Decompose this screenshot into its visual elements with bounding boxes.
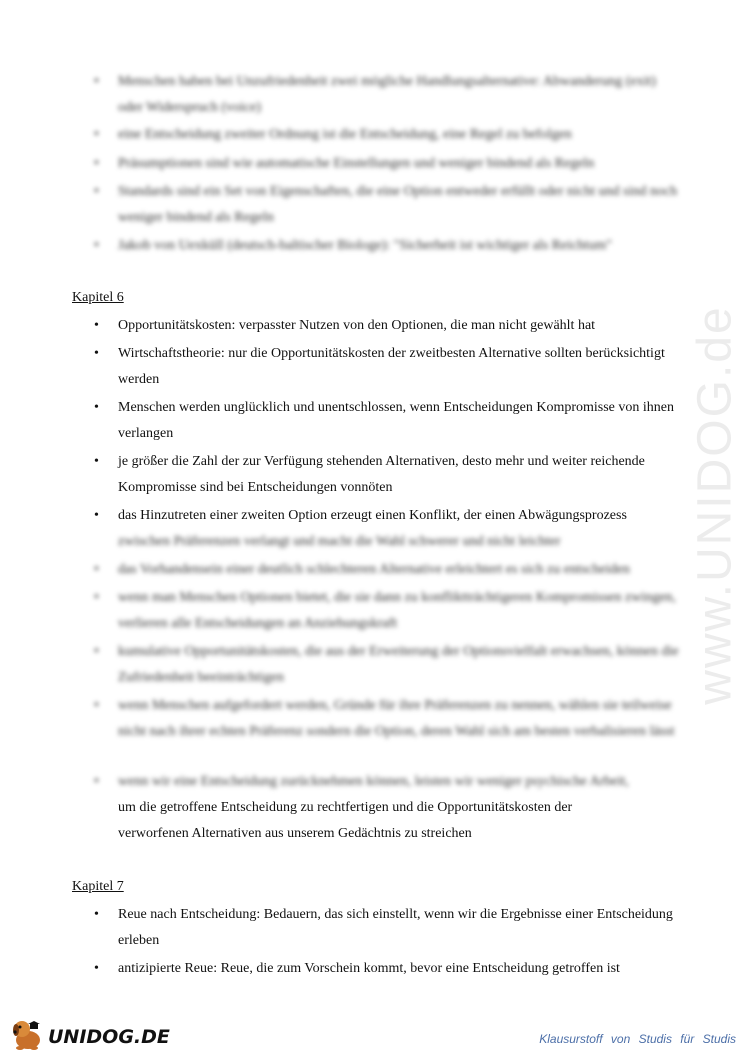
chapter-7-list (94, 902, 684, 982)
dog-icon (8, 1016, 48, 1052)
blurred-list-top (94, 69, 684, 259)
logo-text: UNIDOG.DE (48, 1026, 170, 1048)
watermark: www.UNIDOG.de (688, 305, 742, 705)
chapter-6-heading: Kapitel 6 (72, 290, 124, 305)
list-item: • Jakob von Uexküll (deutsch-baltischer Biologe): "Sicherheit ist wichtiger als Reichtum" (94, 238, 612, 253)
list-item: • das Hinzutreten einer zweiten Option erzeugt einen Konflikt, der einen Abwägungsprozess zwischen Präferenzen verlangt und macht die Wahl schwerer und nicht leichter (94, 503, 684, 555)
list-item: • Wirtschaftstheorie: nur die Opportunitätskosten der zweitbesten Alternative sollten berücksichtigt werden (94, 346, 665, 387)
list-item: • wenn wir eine Entscheidung zurücknehmen können, leisten wir weniger psychische Arbeit, um die getroffene Entscheidung zu rechtfertigen und die Opportunitätskosten der verworfenen Alternativen aus unserem Gedächtnis zu streichen (94, 774, 629, 841)
footer-tagline: Klausurstoff von Studis für Studis (539, 1032, 736, 1046)
list-item: • Reue nach Entscheidung: Bedauern, das sich einstellt, wenn wir die Ergebnisse einer Entscheidung erleben (94, 907, 673, 948)
list-item: • Menschen haben bei Unzufriedenheit zwei mögliche Handlungsalternative: Abwanderung (exit) oder Widerspruch (voice) (94, 74, 657, 115)
list-item: • eine Entscheidung zweiter Ordnung ist die Entscheidung, eine Regel zu befolgen (94, 127, 572, 142)
chapter-7-heading: Kapitel 7 (72, 879, 124, 894)
list-item: • antizipierte Reue: Reue, die zum Vorschein kommt, bevor eine Entscheidung getroffen ist (94, 961, 620, 976)
unidog-logo[interactable] (8, 1016, 168, 1054)
list-item: • je größer die Zahl der zur Verfügung stehenden Alternativen, desto mehr und weiter reichende Kompromisse sind bei Entscheidungen vonnöten (94, 454, 645, 495)
chapter-6-list (94, 313, 684, 555)
blurred-list-chapter-6 (94, 557, 684, 745)
list-item: • Präsumptionen sind wie automatische Einstellungen und weniger bindend als Regeln (94, 156, 595, 171)
list-item: • Standards sind ein Set von Eigenschaften, die eine Option entweder erfüllt oder nicht und sind noch weniger bindend als Regeln (94, 184, 678, 225)
list-item: • Menschen werden unglücklich und unentschlossen, wenn Entscheidungen Kompromisse von ihnen verlangen (94, 400, 675, 441)
list-item: • wenn Menschen aufgefordert werden, Gründe für ihre Präferenzen zu nennen, wählen sie teilweise nicht nach ihrer echten Präferenz sondern die Option, deren Wahl sich am besten verbalisieren lässt (94, 698, 675, 739)
list-item: • wenn man Menschen Optionen bietet, die sie dann zu konfliktträchtigeren Kompromissen zwingen, verlieren alle Entscheidungen an Anziehungskraft (94, 590, 676, 631)
list-item: • kumulative Opportunitätskosten, die aus der Erweiterung der Optionsvielfalt erwachsen, können die Zufriedenheit beeinträchtigen (94, 644, 679, 685)
list-item: • das Vorhandensein einer deutlich schlechteren Alternative erleichtert es sich zu entscheiden (94, 562, 630, 577)
list-item: • Opportunitätskosten: verpasster Nutzen von den Optionen, die man nicht gewählt hat (94, 318, 596, 333)
chapter-6-last-item (94, 769, 684, 847)
blurred-continuation: zwischen Präferenzen verlangt und macht die Wahl schwerer und nicht leichter (118, 534, 561, 549)
